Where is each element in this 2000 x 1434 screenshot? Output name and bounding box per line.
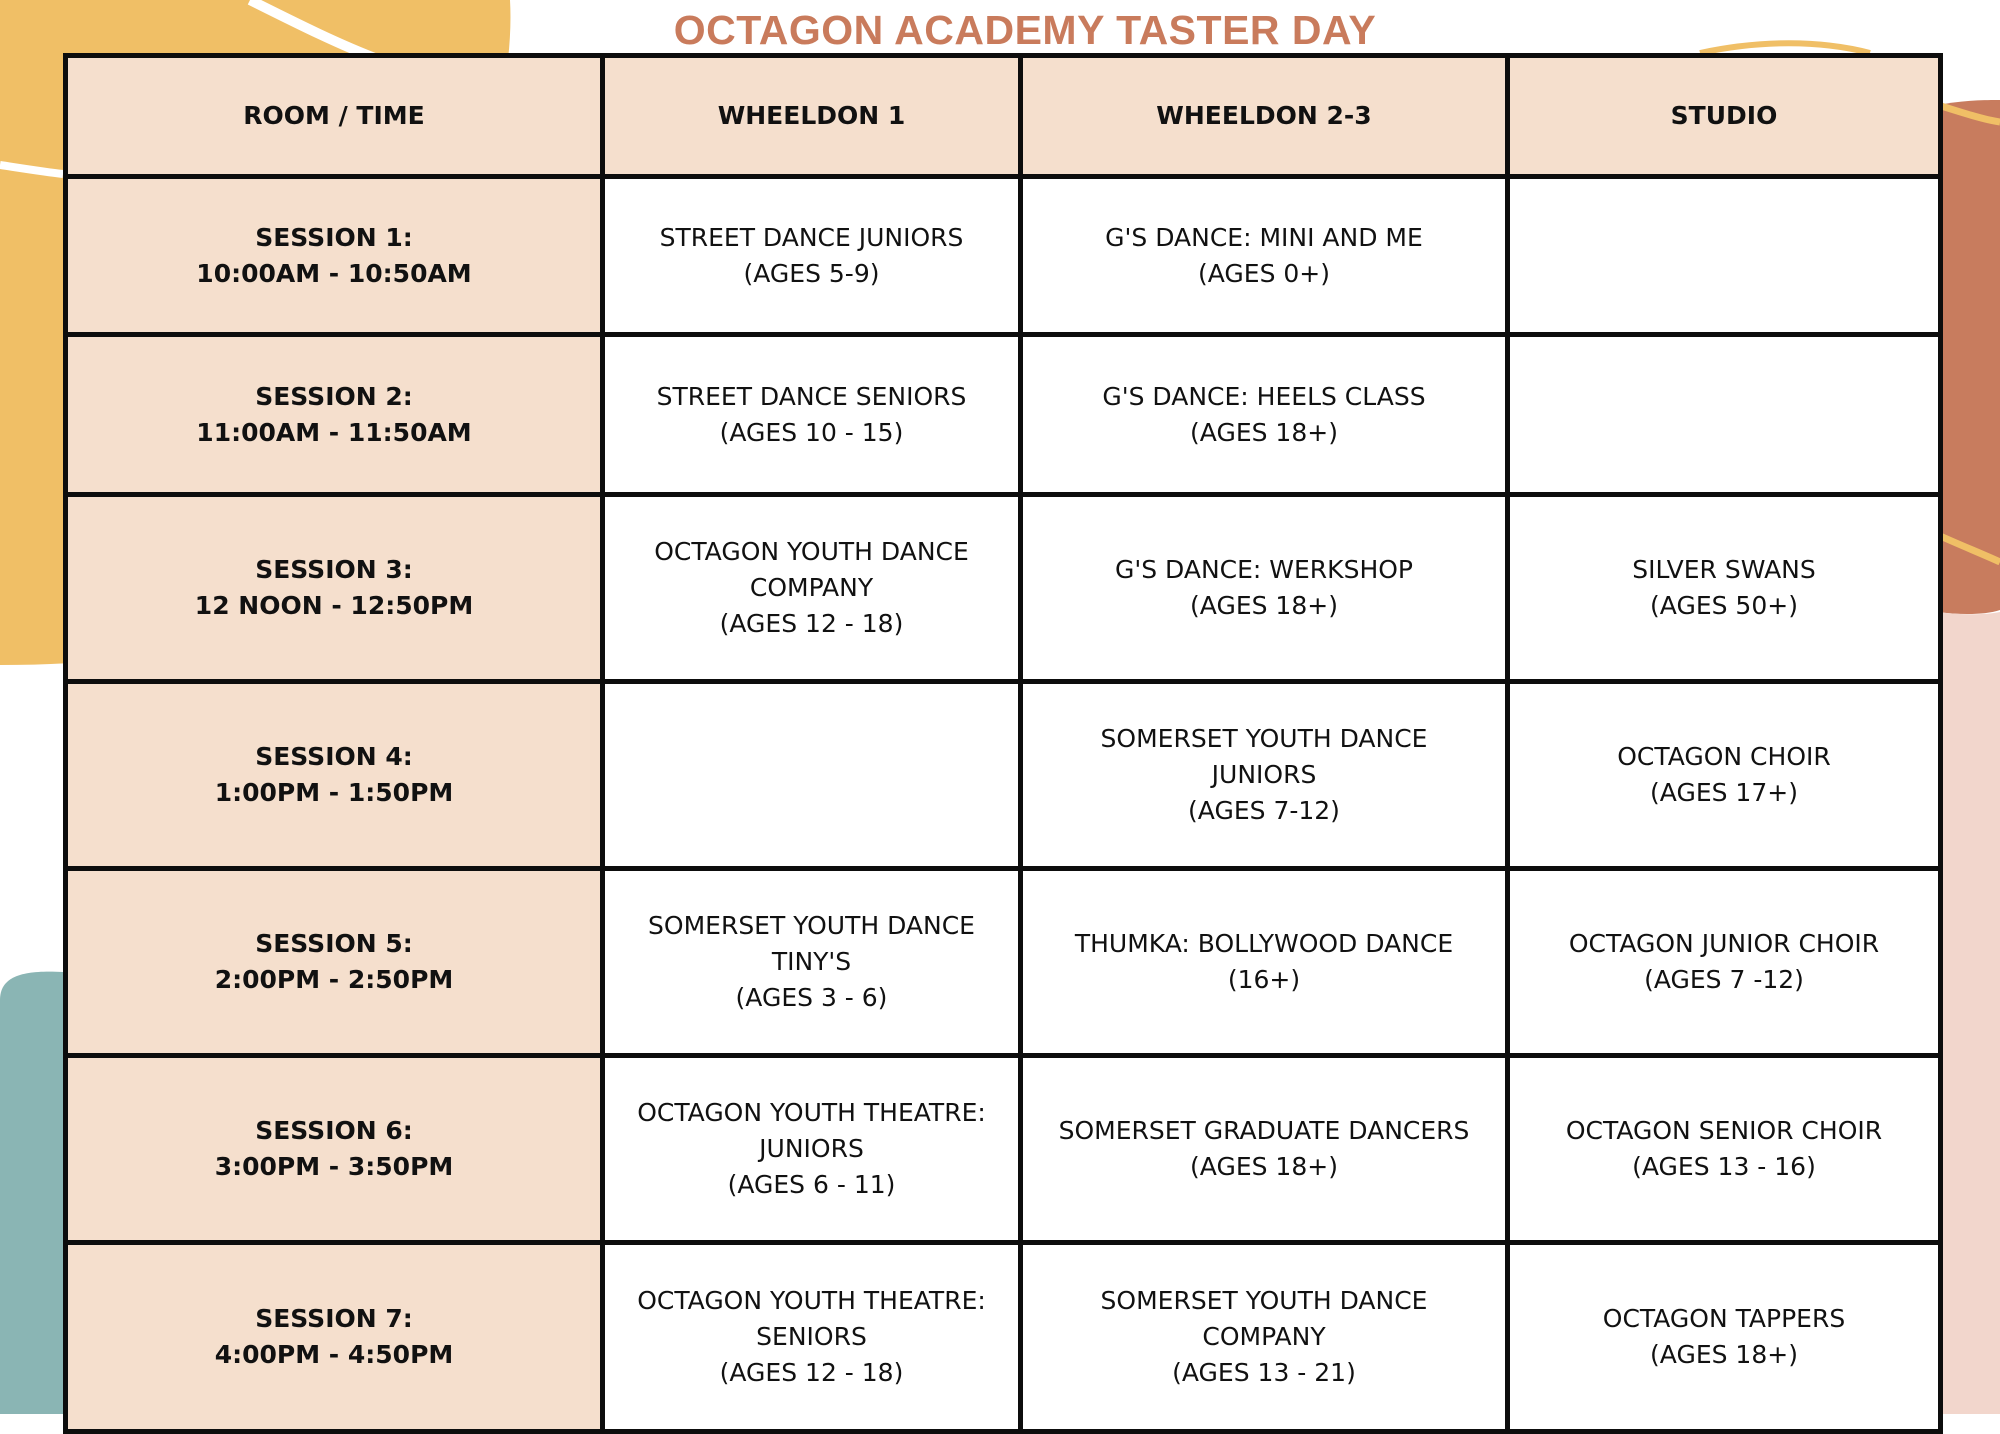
cell-text-line: TINY'S [771, 947, 852, 976]
wheeldon-2-3-cell [1021, 869, 1508, 1056]
wheeldon-2-3-cell [1021, 1243, 1508, 1432]
cell-text-line: (AGES 6 - 11) [727, 1170, 896, 1199]
cell-text-line: (AGES 18+) [1190, 1152, 1338, 1181]
wheeldon-1-cell [603, 335, 1021, 495]
session-time-cell [66, 1243, 603, 1432]
cell-text-line: 1:00PM - 1:50PM [214, 778, 454, 807]
session-row [66, 495, 1941, 682]
cell-text-line: (AGES 10 - 15) [719, 417, 904, 447]
session-time-cell [66, 1056, 603, 1243]
wheeldon-2-3-cell [1021, 1056, 1508, 1243]
cell-text-line: G'S DANCE: WERKSHOP [1115, 555, 1413, 584]
session-row [66, 869, 1941, 1056]
wheeldon-1-cell [603, 1056, 1021, 1243]
cell-text-line: 10:00AM - 10:50AM [196, 258, 472, 288]
cell-text-line: 2:00PM - 2:50PM [214, 965, 454, 994]
cell-text-line: OCTAGON CHOIR [1617, 742, 1831, 771]
wheeldon-1-cell [603, 495, 1021, 682]
cell-text-line: SENIORS [756, 1322, 867, 1351]
cell-text-line: OCTAGON TAPPERS [1602, 1304, 1846, 1333]
cell-text-line: SESSION 7: [255, 1304, 413, 1333]
cell-text-line: (AGES 0+) [1197, 258, 1330, 288]
session-time-cell [66, 495, 603, 682]
cell-text-line: STREET DANCE SENIORS [656, 381, 967, 411]
session-row [66, 335, 1941, 495]
wheeldon-2-3-cell [1021, 177, 1508, 335]
header-wheeldon-1: WHEELDON 1 [603, 56, 1021, 177]
cell-text-line: (AGES 12 - 18) [719, 1358, 904, 1387]
cell-text-line: (AGES 7 -12) [1644, 965, 1804, 994]
cell-text-line: (AGES 17+) [1650, 778, 1798, 807]
teal-blob-bottom-left [0, 972, 63, 1414]
wheeldon-2-3-cell [1021, 495, 1508, 682]
studio-cell [1508, 495, 1941, 682]
session-time-cell [66, 682, 603, 869]
session-row [66, 1243, 1941, 1432]
cell-text-line: OCTAGON YOUTH THEATRE: [637, 1098, 986, 1127]
cell-text-line: (AGES 7-12) [1188, 796, 1340, 825]
cell-text-line: (AGES 5-9) [743, 258, 880, 288]
cell-text-line: (AGES 3 - 6) [735, 983, 888, 1012]
cell-text-line: COMPANY [1202, 1322, 1326, 1351]
cell-text-line: OCTAGON JUNIOR CHOIR [1568, 929, 1880, 958]
cell-text-line: STREET DANCE JUNIORS [659, 222, 964, 252]
header-row [66, 56, 1941, 177]
cell-text-line: (AGES 18+) [1190, 591, 1338, 620]
wheeldon-2-3-cell [1021, 682, 1508, 869]
cell-text-line: (AGES 13 - 21) [1172, 1358, 1356, 1387]
cell-text-line: OCTAGON YOUTH DANCE [654, 537, 969, 566]
cell-text-line: 11:00AM - 11:50AM [196, 417, 472, 447]
header-wheeldon-2-3: WHEELDON 2-3 [1021, 56, 1508, 177]
cell-text-line: (AGES 13 - 16) [1632, 1152, 1816, 1181]
page-title: OCTAGON ACADEMY TASTER DAY [673, 7, 1377, 53]
cell-text-line: (AGES 18+) [1190, 417, 1338, 447]
cell-text-line: SESSION 2: [255, 381, 413, 411]
wheeldon-1-cell [603, 177, 1021, 335]
cell-text-line: (AGES 12 - 18) [719, 609, 904, 638]
header-studio: STUDIO [1508, 56, 1941, 177]
studio-cell [1508, 682, 1941, 869]
session-time-cell [66, 869, 603, 1056]
studio-cell [1508, 869, 1941, 1056]
cell-text-line: JUNIORS [1211, 760, 1317, 789]
cell-text-line: SOMERSET YOUTH DANCE [1100, 1286, 1428, 1315]
wheeldon-1-cell [603, 682, 1021, 869]
studio-cell [1508, 335, 1941, 495]
wheeldon-1-cell [603, 869, 1021, 1056]
session-row [66, 177, 1941, 335]
session-time-cell [66, 177, 603, 335]
cell-text-line: SILVER SWANS [1632, 555, 1816, 584]
cell-text-line: G'S DANCE: MINI AND ME [1105, 222, 1423, 252]
cell-text-line: SOMERSET YOUTH DANCE [1100, 724, 1428, 753]
header-room-time: ROOM / TIME [66, 56, 603, 177]
cell-text-line: SESSION 6: [255, 1116, 413, 1145]
cell-text-line: SESSION 4: [255, 742, 413, 771]
schedule-table [63, 53, 1943, 1434]
cell-text-line: SOMERSET YOUTH DANCE [648, 911, 975, 940]
cell-text-line: OCTAGON YOUTH THEATRE: [637, 1286, 986, 1315]
cell-text-line: SESSION 5: [255, 929, 413, 958]
cell-text-line: THUMKA: BOLLYWOOD DANCE [1074, 929, 1454, 958]
studio-cell [1508, 1056, 1941, 1243]
cell-text-line: SESSION 1: [255, 222, 413, 252]
cell-text-line: 12 NOON - 12:50PM [194, 591, 474, 620]
cell-text-line: SOMERSET GRADUATE DANCERS [1058, 1116, 1470, 1145]
studio-cell [1508, 177, 1941, 335]
cell-text-line: COMPANY [749, 573, 874, 602]
cell-text-line: 4:00PM - 4:50PM [214, 1340, 454, 1369]
cell-text-line: JUNIORS [759, 1134, 864, 1163]
cell-text-line: (AGES 18+) [1650, 1340, 1798, 1369]
session-time-cell [66, 335, 603, 495]
cell-text-line: (AGES 50+) [1650, 591, 1798, 620]
cell-text-line: OCTAGON SENIOR CHOIR [1565, 1116, 1883, 1145]
cell-text-line: SESSION 3: [255, 555, 413, 584]
session-row [66, 682, 1941, 869]
session-row [66, 1056, 1941, 1243]
cell-text-line: 3:00PM - 3:50PM [214, 1152, 454, 1181]
cell-text-line: (16+) [1227, 965, 1301, 994]
wheeldon-1-cell [603, 1243, 1021, 1432]
studio-cell [1508, 1243, 1941, 1432]
cell-text-line: G'S DANCE: HEELS CLASS [1102, 381, 1426, 411]
wheeldon-2-3-cell [1021, 335, 1508, 495]
